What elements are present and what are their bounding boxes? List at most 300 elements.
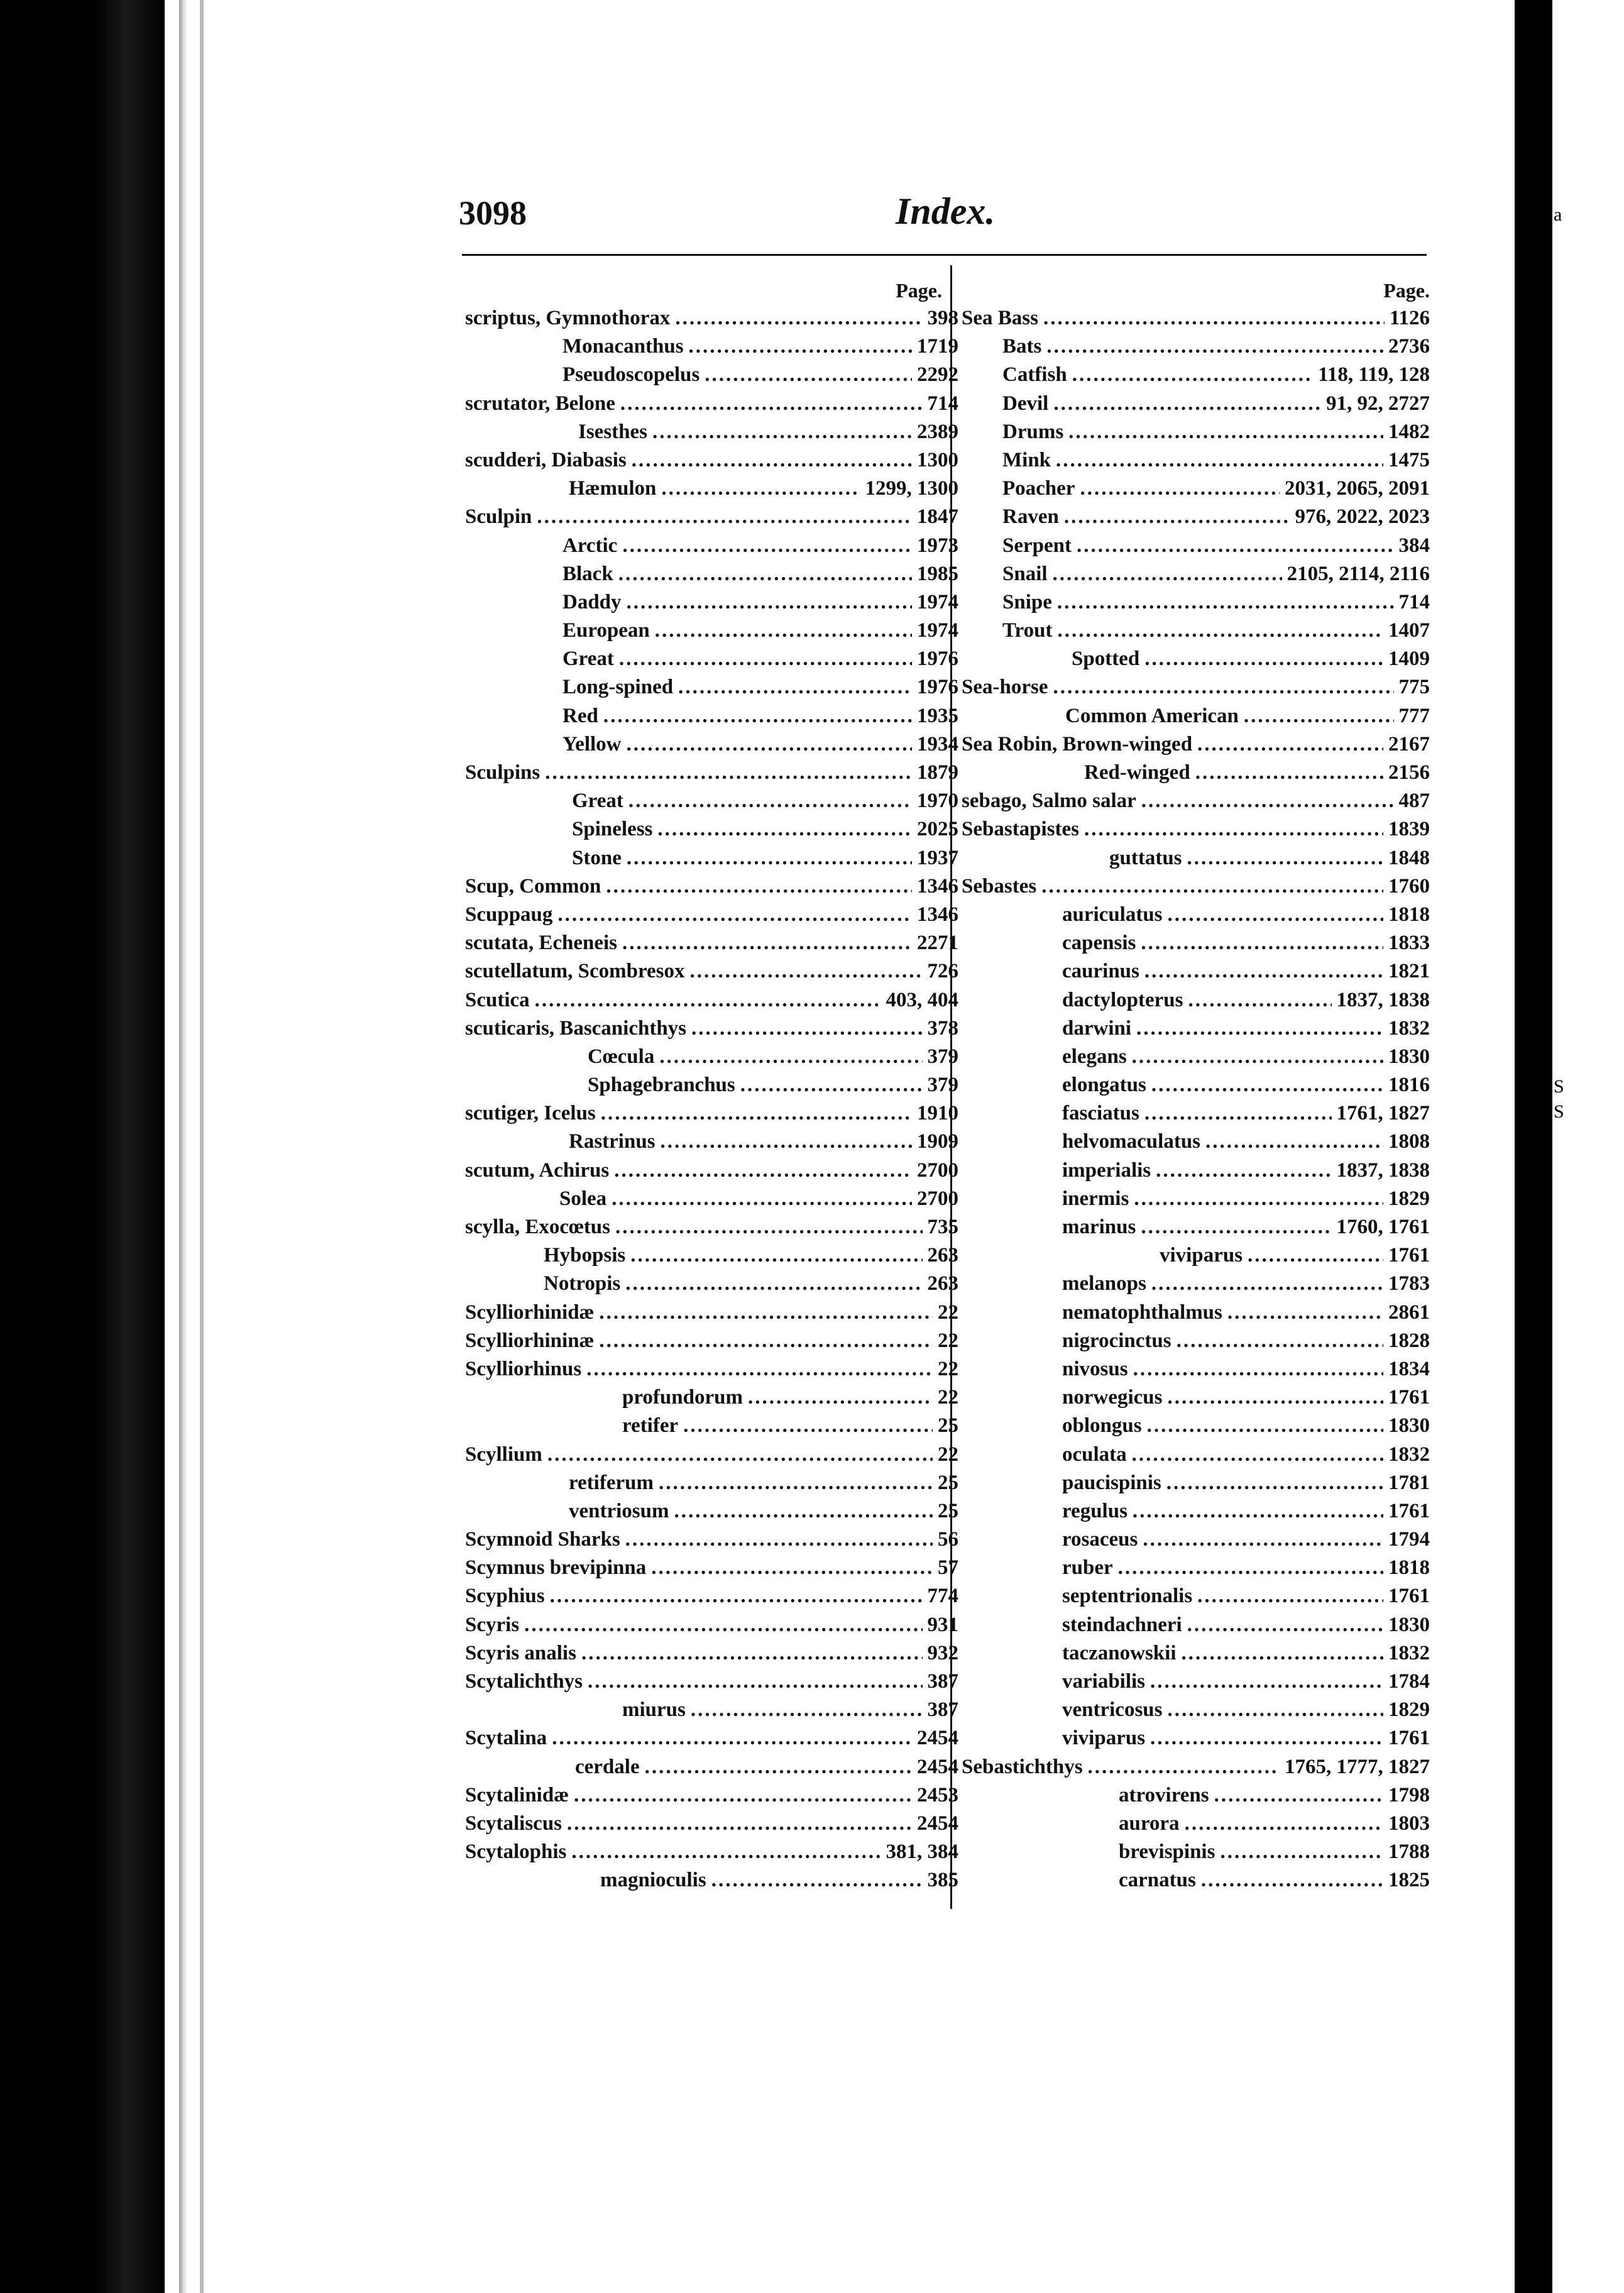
dot-leader <box>612 1185 912 1213</box>
index-entry <box>465 872 958 901</box>
dot-leader <box>1132 1441 1383 1469</box>
index-entry <box>962 333 1430 361</box>
index-term: ventricosus <box>1062 1698 1163 1722</box>
index-entry <box>962 1071 1430 1099</box>
index-term: Scup, Common <box>465 874 601 898</box>
index-page-ref: 1816 <box>1388 1074 1430 1097</box>
dot-leader <box>1151 1071 1383 1099</box>
index-entry <box>465 1128 958 1156</box>
index-entry <box>465 1157 958 1185</box>
index-term: ventriosum <box>569 1499 669 1522</box>
dot-leader <box>1195 759 1383 787</box>
dot-leader <box>1227 1299 1383 1327</box>
index-term: Spotted <box>1072 647 1140 671</box>
index-page-ref: 263 <box>927 1272 958 1295</box>
index-entry <box>465 844 958 872</box>
index-page-ref: 1834 <box>1388 1357 1430 1380</box>
dot-leader <box>1077 532 1394 560</box>
dot-leader <box>1143 1526 1383 1554</box>
index-page-ref: 384 <box>1398 534 1430 557</box>
dot-leader <box>740 1071 923 1099</box>
index-term: rosaceus <box>1062 1528 1138 1551</box>
dot-leader <box>619 645 912 673</box>
dot-leader <box>1141 929 1383 957</box>
index-page-ref: 1830 <box>1388 1414 1430 1438</box>
dot-leader <box>622 929 912 957</box>
index-term: viviparus <box>1062 1727 1146 1750</box>
index-entry <box>465 390 958 418</box>
dot-leader <box>1151 1270 1383 1298</box>
index-entry-list <box>962 304 1430 1895</box>
dot-leader <box>524 1611 922 1639</box>
index-page-ref: 1761, 1827 <box>1336 1102 1430 1125</box>
index-page-ref: 735 <box>927 1216 958 1238</box>
index-term: Trout <box>1002 619 1053 642</box>
index-page-ref: 25 <box>938 1471 958 1494</box>
page-column-heading: Page. <box>896 279 942 302</box>
index-page-ref: 1837, 1838 <box>1336 988 1430 1011</box>
index-page-ref: 714 <box>927 392 958 415</box>
index-entry <box>465 1497 958 1526</box>
index-entry <box>465 759 958 787</box>
index-term: Red-winged <box>1084 761 1190 784</box>
index-page-ref: 387 <box>927 1698 958 1722</box>
index-entry <box>465 304 958 333</box>
dot-leader <box>1156 1157 1331 1185</box>
index-entry <box>465 1639 958 1668</box>
index-entry <box>465 1071 958 1099</box>
index-term: caurinus <box>1062 960 1139 983</box>
dot-leader <box>627 588 912 617</box>
dot-leader <box>1201 1866 1383 1894</box>
index-page-ref: 1974 <box>917 619 958 642</box>
index-entry <box>465 1611 958 1639</box>
index-entry <box>465 730 958 759</box>
index-page-ref: 487 <box>1398 789 1430 813</box>
index-term: paucispinis <box>1062 1471 1161 1494</box>
index-entry <box>465 1270 958 1298</box>
index-term: variabilis <box>1062 1670 1146 1693</box>
facing-page-fragment: a <box>1554 204 1562 225</box>
index-entry <box>465 1838 958 1866</box>
index-entry-list <box>465 304 958 1895</box>
index-term: scutellatum, Scombresox <box>465 960 685 983</box>
index-term: Bats <box>1002 335 1042 358</box>
index-entry <box>465 1554 958 1582</box>
index-entry <box>962 1043 1430 1071</box>
index-entry <box>962 1526 1430 1554</box>
index-term: Scymnus brevipinna <box>465 1556 647 1580</box>
dot-leader <box>535 986 881 1015</box>
dot-leader <box>691 1696 923 1724</box>
index-entry <box>465 1753 958 1781</box>
index-term: Scyris <box>465 1613 520 1636</box>
index-entry <box>465 617 958 645</box>
dot-leader <box>661 1128 912 1156</box>
index-entry <box>962 1355 1430 1383</box>
index-entry <box>465 1810 958 1838</box>
index-page-ref: 774 <box>927 1585 958 1608</box>
index-entry <box>962 1412 1430 1440</box>
index-term: auriculatus <box>1062 903 1163 926</box>
index-page-ref: 1879 <box>917 761 958 784</box>
index-page-ref: 263 <box>927 1244 958 1267</box>
index-page-ref: 1761 <box>1388 1244 1430 1267</box>
index-entry <box>962 532 1430 560</box>
index-entry <box>962 1128 1430 1156</box>
index-term: norwegicus <box>1062 1386 1163 1409</box>
index-term: marinus <box>1062 1216 1136 1238</box>
index-entry <box>962 844 1430 872</box>
index-page-ref: 1935 <box>917 704 958 727</box>
index-page-ref: 1832 <box>1388 1641 1430 1664</box>
index-term: Isesthes <box>578 420 648 443</box>
index-page-ref: 56 <box>938 1528 958 1551</box>
index-entry <box>465 1241 958 1270</box>
index-page-ref: 118, 119, 128 <box>1318 363 1430 387</box>
dot-leader <box>1136 1015 1383 1043</box>
index-entry <box>465 1469 958 1497</box>
index-page-ref: 2389 <box>917 420 958 443</box>
index-term: oblongus <box>1062 1414 1142 1438</box>
dot-leader <box>1134 1185 1383 1213</box>
index-page-ref: 1934 <box>917 732 958 756</box>
dot-leader <box>1168 901 1383 929</box>
index-entry <box>962 702 1430 730</box>
index-page-ref: 1794 <box>1388 1528 1430 1551</box>
dot-leader <box>1144 645 1383 673</box>
index-entry <box>962 957 1430 986</box>
dot-leader <box>711 1866 923 1894</box>
index-entry <box>465 815 958 844</box>
index-page-ref: 1761 <box>1388 1386 1430 1409</box>
index-entry <box>962 787 1430 815</box>
dot-leader <box>678 673 912 701</box>
index-page-ref: 1783 <box>1388 1272 1430 1295</box>
dot-leader <box>1043 304 1385 333</box>
index-entry <box>465 418 958 446</box>
index-page-ref: 22 <box>938 1386 958 1409</box>
index-term: Mink <box>1002 448 1051 471</box>
index-page-ref: 2105, 2114, 2116 <box>1287 562 1430 585</box>
index-page-ref: 1909 <box>917 1130 958 1153</box>
index-term: Common American <box>1065 704 1239 727</box>
index-page-ref: 25 <box>938 1414 958 1438</box>
binding-gutter <box>179 0 188 2293</box>
index-entry <box>962 1781 1430 1810</box>
index-entry <box>465 702 958 730</box>
index-term: Sculpins <box>465 761 540 784</box>
index-entry <box>962 1582 1430 1610</box>
index-entry <box>465 901 958 929</box>
index-page-ref: 714 <box>1398 590 1430 613</box>
index-term: Scymnoid Sharks <box>465 1528 620 1551</box>
index-entry <box>962 361 1430 389</box>
index-term: steindachneri <box>1062 1613 1182 1636</box>
index-term: Scylliorhinidæ <box>465 1300 595 1324</box>
index-entry <box>465 1213 958 1241</box>
index-term: scutata, Echeneis <box>465 932 617 955</box>
index-entry <box>465 1299 958 1327</box>
index-page-ref: 1299, 1300 <box>865 477 958 500</box>
page-column-heading: Page. <box>1383 279 1430 302</box>
index-term: fasciatus <box>1062 1102 1139 1125</box>
index-entry <box>962 1497 1430 1526</box>
dot-leader <box>1080 475 1280 503</box>
index-page-ref: 22 <box>938 1300 958 1324</box>
index-term: viviparus <box>1160 1244 1243 1267</box>
index-page-ref: 1830 <box>1388 1045 1430 1068</box>
index-page-ref: 1760 <box>1388 874 1430 898</box>
index-page-ref: 2156 <box>1388 761 1430 784</box>
index-term: scylla, Exocœtus <box>465 1216 610 1238</box>
index-term: retiferum <box>569 1471 654 1494</box>
dot-leader <box>571 1838 881 1866</box>
index-page-ref: 775 <box>1398 676 1430 699</box>
dot-leader <box>622 532 912 560</box>
index-page-ref: 22 <box>938 1329 958 1352</box>
index-term: Snipe <box>1002 590 1052 613</box>
index-page-ref: 1798 <box>1388 1783 1430 1806</box>
facing-page-fragment: S <box>1554 1101 1564 1122</box>
index-page-ref: 1781 <box>1388 1471 1430 1494</box>
dot-leader <box>1244 702 1394 730</box>
index-page-ref: 1829 <box>1388 1698 1430 1722</box>
dot-leader <box>1053 673 1393 701</box>
index-entry <box>962 1668 1430 1696</box>
index-term: miurus <box>622 1698 686 1722</box>
dot-leader <box>661 475 860 503</box>
dot-leader <box>567 1810 912 1838</box>
dot-leader <box>689 333 912 361</box>
dot-leader <box>1144 1099 1332 1128</box>
dot-leader <box>691 1015 922 1043</box>
index-entry <box>465 1327 958 1355</box>
index-term: scudderi, Diabasis <box>465 448 627 471</box>
index-entry <box>962 390 1430 418</box>
index-page-ref: 1761 <box>1388 1585 1430 1608</box>
index-term: Sphagebranchus <box>588 1074 735 1097</box>
dot-leader <box>586 1355 933 1383</box>
dot-leader <box>1133 1355 1383 1383</box>
dot-leader <box>1188 986 1332 1015</box>
index-page-ref: 1784 <box>1388 1670 1430 1693</box>
index-entry <box>465 1015 958 1043</box>
index-term: scutiger, Icelus <box>465 1102 596 1125</box>
index-page-ref: 777 <box>1398 704 1430 727</box>
dot-leader <box>1141 1213 1331 1241</box>
index-term: guttatus <box>1109 846 1182 869</box>
index-term: helvomaculatus <box>1062 1130 1201 1153</box>
dot-leader <box>1168 1383 1384 1412</box>
dot-leader <box>1185 1810 1383 1838</box>
index-term: magnioculis <box>600 1869 706 1892</box>
index-term: ruber <box>1062 1556 1113 1580</box>
dot-leader <box>545 759 912 787</box>
dot-leader <box>1118 1554 1383 1582</box>
index-entry <box>962 1753 1430 1781</box>
index-page-ref: 378 <box>927 1016 958 1040</box>
index-entry <box>962 446 1430 475</box>
index-term: Drums <box>1002 420 1064 443</box>
index-term: Great <box>572 789 623 813</box>
index-entry <box>962 1270 1430 1298</box>
dot-leader <box>1057 617 1383 645</box>
index-page-ref: 381, 384 <box>886 1840 958 1864</box>
index-term: Sebastapistes <box>962 818 1080 841</box>
dot-leader <box>599 1327 933 1355</box>
index-term: Red <box>562 704 598 727</box>
index-page-ref: 2271 <box>917 932 958 955</box>
dot-leader <box>620 390 923 418</box>
index-term: atrovirens <box>1119 1783 1209 1806</box>
index-entry <box>962 730 1430 759</box>
index-entry <box>962 1099 1430 1128</box>
index-page-ref: 1761 <box>1388 1499 1430 1522</box>
dot-leader <box>1205 1128 1383 1156</box>
index-term: Hæmulon <box>569 477 657 500</box>
index-entry <box>962 1213 1430 1241</box>
index-entry <box>465 1582 958 1610</box>
dot-leader <box>659 1043 922 1071</box>
index-entry <box>465 1383 958 1412</box>
index-page-ref: 1976 <box>917 647 958 671</box>
index-page-ref: 1974 <box>917 590 958 613</box>
index-entry <box>465 560 958 588</box>
page-number: 3098 <box>459 194 527 232</box>
index-page-ref: 726 <box>927 960 958 983</box>
index-page-ref: 1832 <box>1388 1443 1430 1466</box>
index-page-ref: 1346 <box>917 874 958 898</box>
index-term: aurora <box>1119 1812 1180 1835</box>
index-term: scrutator, Belone <box>465 392 615 415</box>
index-page-ref: 1848 <box>1388 846 1430 869</box>
index-page-ref: 1409 <box>1388 647 1430 671</box>
dot-leader <box>683 1412 933 1440</box>
index-entry <box>465 957 958 986</box>
dot-leader <box>1177 1327 1383 1355</box>
dot-leader <box>632 446 912 475</box>
index-page-ref: 1818 <box>1388 1556 1430 1580</box>
index-term: inermis <box>1062 1187 1129 1210</box>
facing-page-sliver <box>1552 0 1624 2293</box>
index-term: elongatus <box>1062 1074 1146 1097</box>
index-term: Daddy <box>562 590 622 613</box>
index-page-ref: 379 <box>927 1045 958 1068</box>
index-entry <box>962 759 1430 787</box>
dot-leader <box>625 1270 922 1298</box>
index-page-ref: 1300 <box>917 448 958 471</box>
dot-leader <box>1150 1668 1383 1696</box>
binding-gutter-line <box>200 0 204 2293</box>
dot-leader <box>547 1441 933 1469</box>
index-page-ref: 2292 <box>917 363 958 387</box>
dot-leader <box>652 418 912 446</box>
index-entry <box>465 361 958 389</box>
index-entry <box>962 1441 1430 1469</box>
dot-leader <box>625 1526 933 1554</box>
dot-leader <box>645 1753 912 1781</box>
index-entry <box>962 1015 1430 1043</box>
dot-leader <box>1187 844 1383 872</box>
index-column-right <box>962 277 1430 1895</box>
dot-leader <box>588 1668 922 1696</box>
index-page-ref: 398 <box>927 307 958 329</box>
scan-left-edge <box>0 0 165 2293</box>
index-term: Scytaliscus <box>465 1812 562 1835</box>
index-entry <box>465 929 958 957</box>
index-page-ref: 2025 <box>917 818 958 841</box>
index-term: oculata <box>1062 1443 1127 1466</box>
index-page-ref: 22 <box>938 1443 958 1466</box>
dot-leader <box>1088 1753 1280 1781</box>
index-page-ref: 1973 <box>917 534 958 557</box>
header-rule <box>462 254 1427 256</box>
index-entry <box>465 1355 958 1383</box>
index-term: sebago, Salmo salar <box>962 789 1136 813</box>
dot-leader <box>1053 560 1282 588</box>
index-page-ref: 1346 <box>917 903 958 926</box>
index-entry <box>465 532 958 560</box>
index-page-ref: 2453 <box>917 1783 958 1806</box>
index-entry <box>465 1412 958 1440</box>
index-term: cerdale <box>575 1755 640 1778</box>
index-page-ref: 1482 <box>1388 420 1430 443</box>
index-term: Stone <box>572 846 622 869</box>
index-term: Scytalichthys <box>465 1670 583 1693</box>
dot-leader <box>627 844 912 872</box>
index-page-ref: 25 <box>938 1499 958 1522</box>
dot-leader <box>1168 1696 1384 1724</box>
dot-leader <box>659 1469 933 1497</box>
index-term: Scylliorhininæ <box>465 1329 595 1352</box>
dot-leader <box>614 1157 912 1185</box>
dot-leader <box>557 901 912 929</box>
index-page-ref: 1847 <box>917 505 958 529</box>
dot-leader <box>1214 1781 1383 1810</box>
index-entry <box>465 446 958 475</box>
index-entry <box>465 1696 958 1724</box>
index-entry <box>465 1526 958 1554</box>
index-entry <box>962 1299 1430 1327</box>
dot-leader <box>1132 1043 1383 1071</box>
dot-leader <box>1197 730 1383 759</box>
index-term: Scytalinidæ <box>465 1783 569 1806</box>
index-entry <box>465 333 958 361</box>
index-term: Pseudoscopelus <box>562 363 700 387</box>
index-entry <box>962 1383 1430 1412</box>
facing-page-fragment: S <box>1554 1076 1564 1097</box>
dot-leader <box>1150 1724 1383 1752</box>
index-entry <box>465 1668 958 1696</box>
index-entry <box>962 1838 1430 1866</box>
index-term: Long-spined <box>562 676 674 699</box>
index-term: Spineless <box>572 818 653 841</box>
index-page-ref: 1760, 1761 <box>1336 1216 1430 1238</box>
index-page-ref: 1985 <box>917 562 958 585</box>
index-page-ref: 22 <box>938 1357 958 1380</box>
dot-leader <box>601 1099 912 1128</box>
index-term: Sea Robin, Brown-winged <box>962 732 1193 756</box>
index-entry <box>962 475 1430 503</box>
index-column-left <box>465 277 958 1895</box>
dot-leader <box>690 957 923 986</box>
index-page-ref: 2454 <box>917 1755 958 1778</box>
index-page-ref: 1825 <box>1388 1869 1430 1892</box>
dot-leader <box>1220 1838 1383 1866</box>
index-page-ref: 2031, 2065, 2091 <box>1285 477 1430 500</box>
index-page-ref: 403, 404 <box>886 988 958 1011</box>
